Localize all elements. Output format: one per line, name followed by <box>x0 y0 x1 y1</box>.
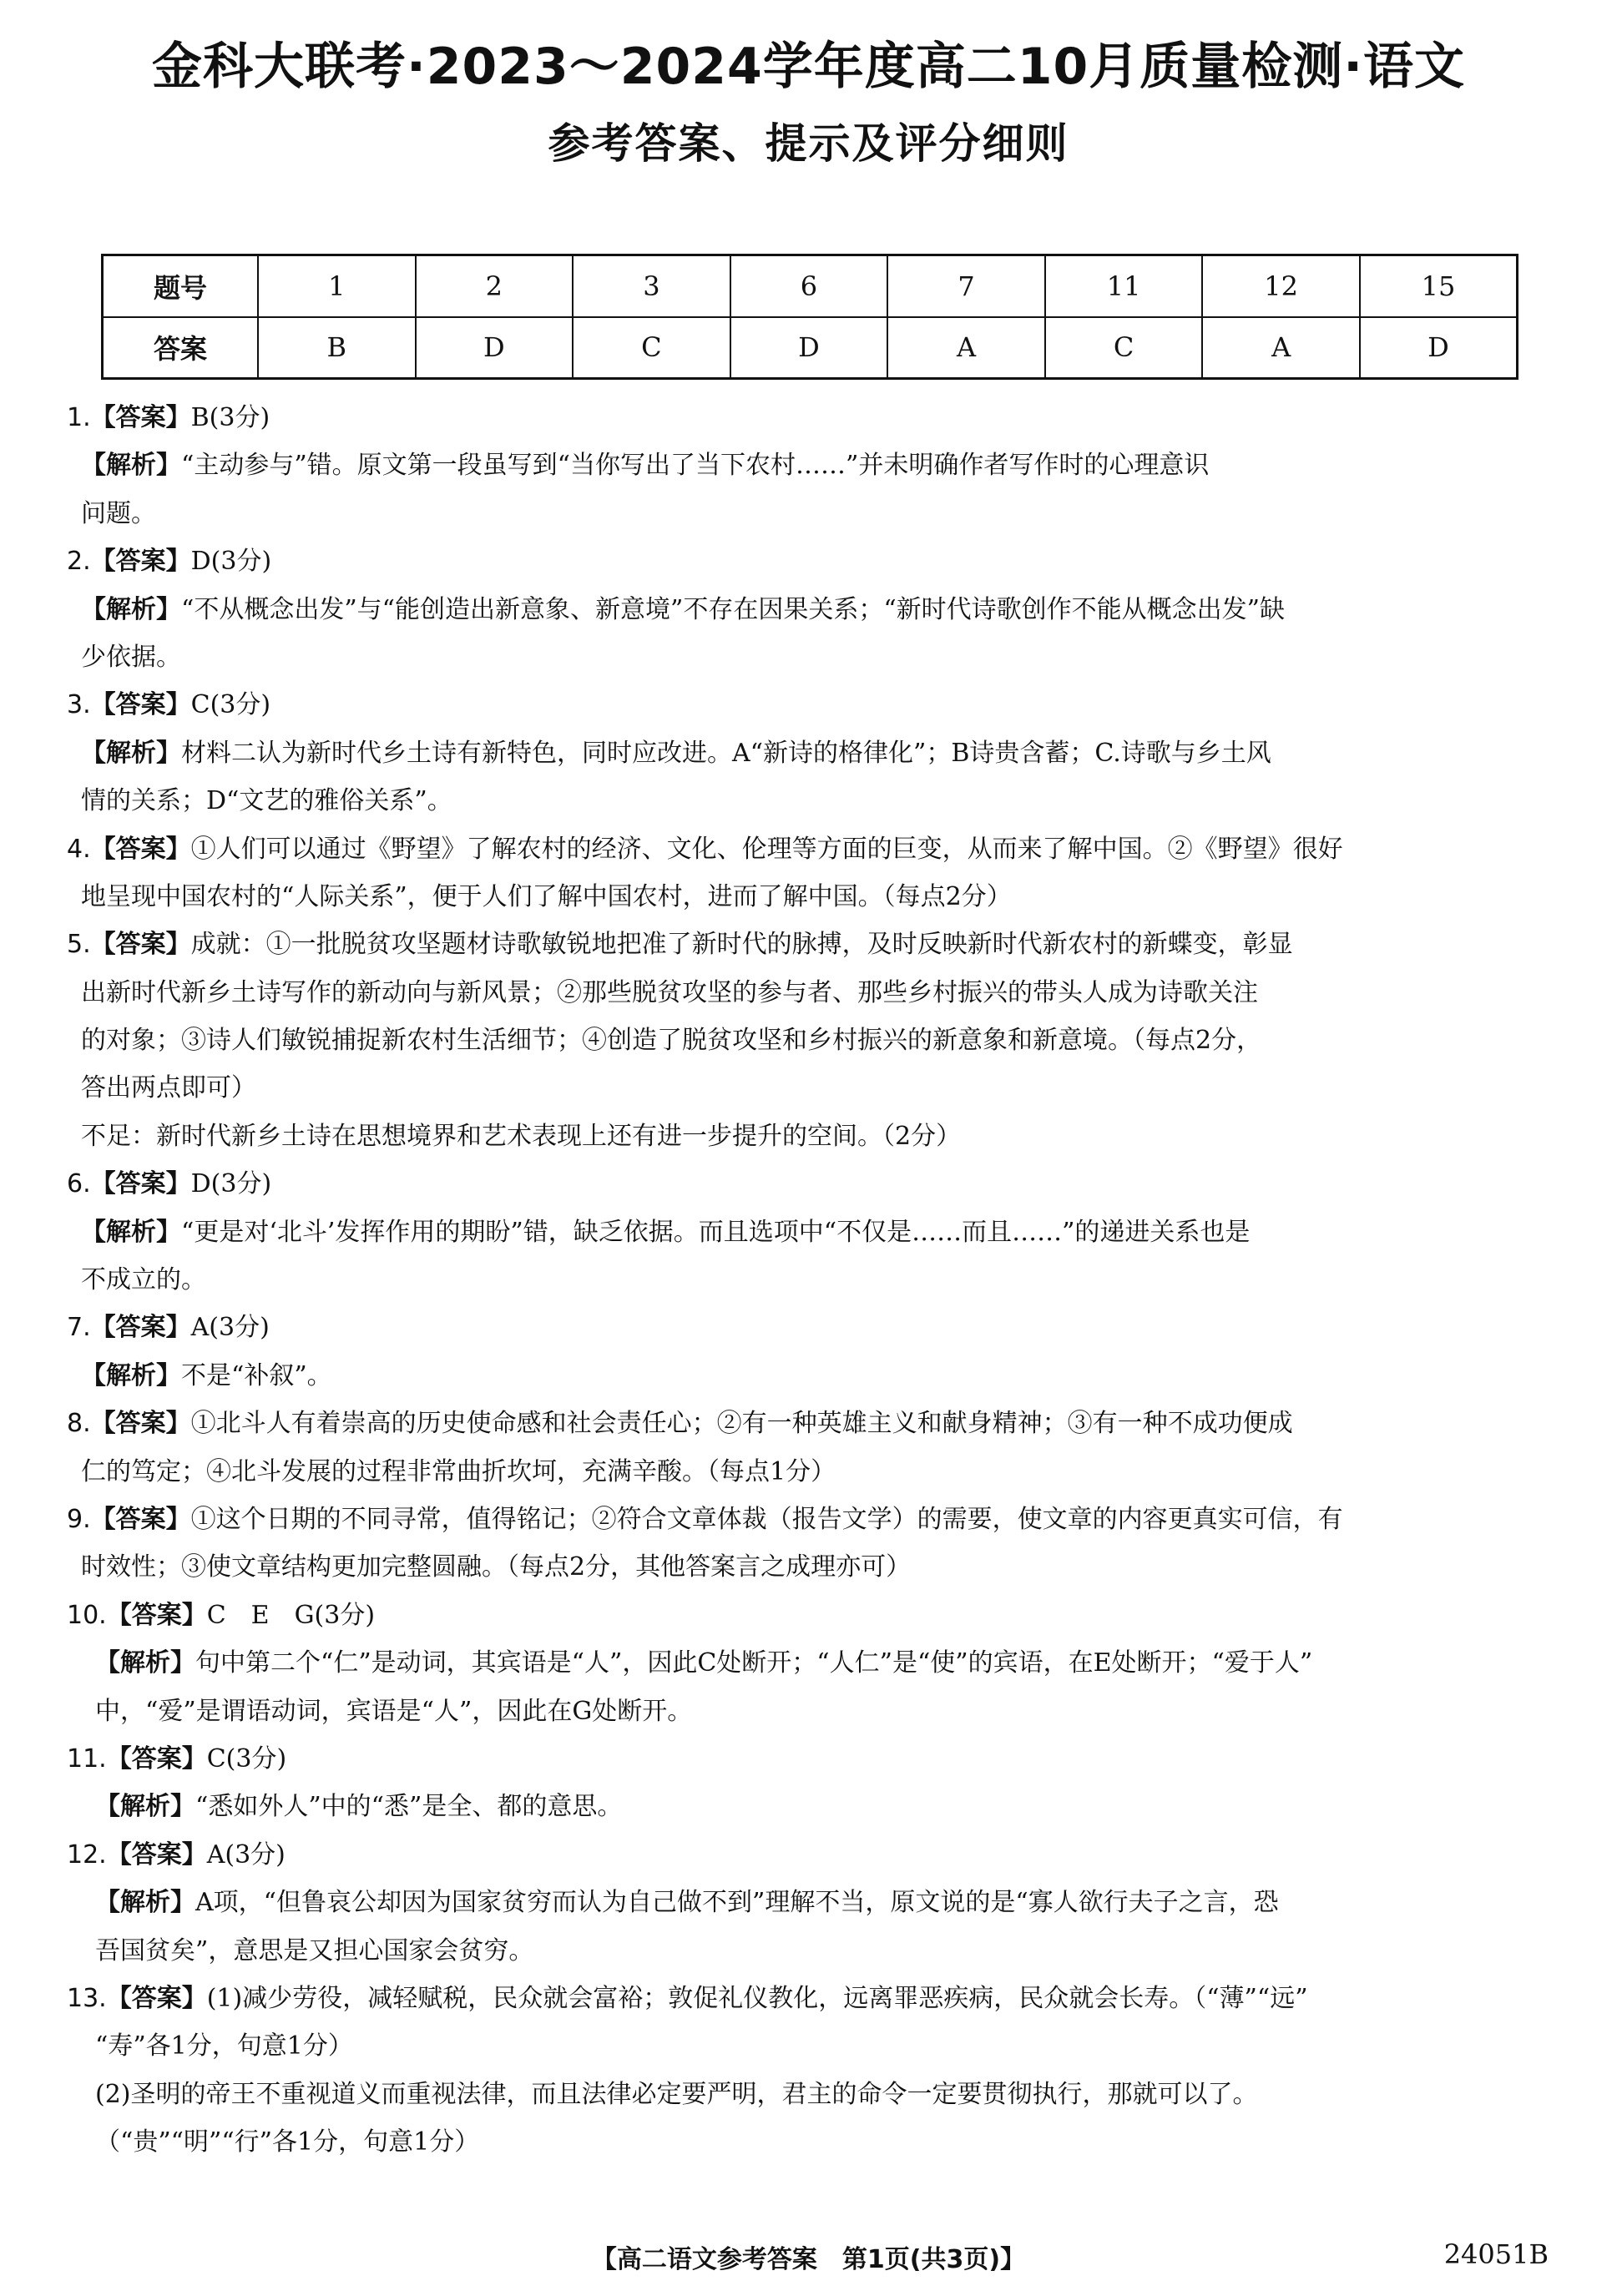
continuation-line: 情的关系；D“文艺的雅俗关系”。 <box>81 786 452 816</box>
answer-tag: 【答案】 <box>90 1313 191 1343</box>
table-cell: D <box>416 317 574 379</box>
item-12-answer <box>0 1831 1617 1879</box>
table-cell: A <box>1202 317 1360 379</box>
answer-text: C E G(3分) <box>206 1600 376 1630</box>
analysis-tag: 【解析】 <box>95 1648 195 1678</box>
answer-text: C(3分) <box>190 690 271 720</box>
table-cell: D <box>1360 317 1518 379</box>
item-number: 9. <box>67 1504 91 1534</box>
analysis-tag: 【解析】 <box>81 738 181 768</box>
table-cell: 11 <box>1045 255 1203 317</box>
item-number: 2. <box>67 547 91 577</box>
answer-text: ①北斗人有着崇高的历史使命感和社会责任心；②有一种英雄主义和献身精神；③有一种不成功便成 <box>190 1409 1293 1439</box>
answer-text: (1)减少劳役，减轻赋税，民众就会富裕；敦促礼仪教化，远离罪恶疾病，民众就会长寿。（“薄”“远” <box>206 1983 1308 2013</box>
item-11-analysis <box>0 1783 1617 1830</box>
item-6-answer <box>0 1160 1617 1208</box>
page-footer: 【高二语文参考答案 第1页(共3页)】 <box>591 2245 1026 2274</box>
item-6-analysis <box>0 1209 1617 1256</box>
table-cell: 1 <box>258 255 416 317</box>
item-number: 5. <box>67 930 91 960</box>
answer-text: ①这个日期的不同寻常，值得铭记；②符合文章体裁（报告文学）的需要，使文章的内容更真实可信，有 <box>190 1504 1343 1534</box>
answer-tag: 【答案】 <box>90 834 191 864</box>
analysis-tag: 【解析】 <box>95 1792 195 1822</box>
item-1-answer <box>0 394 1617 442</box>
answer-tag: 【答案】 <box>90 403 191 432</box>
analysis-text: A项，“但鲁哀公却因为国家贫穷而认为自己做不到”理解不当，原文说的是“寡人欲行夫子之言，恐 <box>195 1888 1279 1918</box>
continuation-line: （“贵”“明”“行”各1分，句意1分） <box>95 2127 480 2157</box>
table-cell: B <box>258 317 416 379</box>
analysis-text: 不是“补叙”。 <box>181 1360 332 1390</box>
continuation-line: 不足：新时代新乡土诗在思想境界和艺术表现上还有进一步提升的空间。（2分） <box>81 1121 962 1151</box>
answer-text: A(3分) <box>190 1313 270 1343</box>
answer-tag: 【答案】 <box>90 1409 191 1439</box>
continuation-line: “寿”各1分，句意1分） <box>95 2031 353 2061</box>
item-7-analysis <box>0 1352 1617 1400</box>
item-12-analysis <box>0 1879 1617 1926</box>
item-number: 13. <box>67 1983 107 2013</box>
table-cell: C <box>573 317 730 379</box>
item-number: 12. <box>67 1839 107 1870</box>
answer-text: D(3分) <box>190 547 272 577</box>
item-number: 10. <box>67 1600 107 1630</box>
page-title: 金科大联考·2023～2024学年度高二10月质量检测·语文 <box>151 38 1466 96</box>
table-cell: C <box>1045 317 1203 379</box>
answer-text: A(3分) <box>206 1839 286 1870</box>
item-3-answer <box>0 681 1617 729</box>
analysis-text: 句中第二个“仁”是动词，其宾语是“人”，因此C处断开；“人仁”是“使”的宾语，在E处断开；“爱于人” <box>195 1648 1313 1678</box>
table-cell: D <box>730 317 888 379</box>
item-1-analysis <box>0 442 1617 489</box>
continuation-line: 少依据。 <box>81 642 181 672</box>
table-cell: A <box>887 317 1045 379</box>
answer-tag: 【答案】 <box>90 930 191 960</box>
continuation-line: 答出两点即可） <box>81 1073 256 1103</box>
page-subtitle: 参考答案、提示及评分细则 <box>548 119 1069 168</box>
continuation-line: 的对象；③诗人们敏锐捕捉新农村生活细节；④创造了脱贫攻坚和乡村振兴的新意象和新意境。（每点2分， <box>81 1026 1262 1056</box>
row-header-number: 题号 <box>103 255 259 317</box>
item-11-answer <box>0 1735 1617 1783</box>
analysis-text: “不从概念出发”与“能创造出新意象、新意境”不存在因果关系；“新时代诗歌创作不能从概念出发”缺 <box>181 594 1286 624</box>
analysis-text: “主动参与”错。原文第一段虽写到“当你写出了当下农村……”并未明确作者写作时的心理意识 <box>181 451 1210 481</box>
table-cell: 3 <box>573 255 730 317</box>
continuation-line: (2)圣明的帝王不重视道义而重视法律，而且法律必定要严明，君主的命令一定要贯彻执行，那就可以了。 <box>95 2079 1258 2109</box>
document-code: 24051B <box>1443 2238 1549 2270</box>
item-number: 7. <box>67 1313 91 1343</box>
continuation-line: 中，“爱”是谓语动词，宾语是“人”，因此在G处断开。 <box>95 1696 693 1726</box>
item-number: 1. <box>67 403 91 432</box>
table-cell: 12 <box>1202 255 1360 317</box>
item-number: 3. <box>67 690 91 720</box>
item-2-analysis <box>0 586 1617 633</box>
table-row-answers <box>103 317 1518 379</box>
analysis-text: “更是对‘北斗’发挥作用的期盼”错，缺乏依据。而且选项中“不仅是……而且……”的递进关系也是 <box>181 1217 1251 1247</box>
item-4-answer <box>0 825 1617 873</box>
continuation-line: 吾国贫矣”，意思是又担心国家会贫穷。 <box>95 1935 534 1965</box>
analysis-tag: 【解析】 <box>81 1360 181 1390</box>
item-2-answer <box>0 537 1617 585</box>
item-number: 11. <box>67 1743 107 1774</box>
table-cell: 7 <box>887 255 1045 317</box>
continuation-line: 仁的笃定；④北斗发展的过程非常曲折坎坷，充满辛酸。（每点1分） <box>81 1456 836 1486</box>
answer-text: 成就：①一批脱贫攻坚题材诗歌敏锐地把准了新时代的脉搏，及时反映新时代新农村的新蝶变，彰显 <box>190 930 1293 960</box>
table-row-numbers <box>103 255 1518 317</box>
item-9-answer <box>0 1496 1617 1543</box>
analysis-text: “悉如外人”中的“悉”是全、都的意思。 <box>195 1792 623 1822</box>
row-header-answer: 答案 <box>103 317 259 379</box>
answer-content <box>0 394 1617 2166</box>
answer-text: D(3分) <box>190 1169 272 1199</box>
analysis-text: 材料二认为新时代乡土诗有新特色，同时应改进。A“新诗的格律化”；B诗贵含蓄；C.诗歌与乡土风 <box>181 738 1271 768</box>
analysis-tag: 【解析】 <box>81 594 181 624</box>
continuation-line: 地呈现中国农村的“人际关系”，便于人们了解中国农村，进而了解中国。（每点2分） <box>81 881 1012 911</box>
analysis-tag: 【解析】 <box>81 451 181 481</box>
continuation-line: 不成立的。 <box>81 1265 206 1295</box>
answer-tag: 【答案】 <box>106 1743 207 1774</box>
answer-table <box>101 254 1518 380</box>
answer-text: ①人们可以通过《野望》了解农村的经济、文化、伦理等方面的巨变，从而来了解中国。②《野望》很好 <box>190 834 1343 864</box>
item-number: 4. <box>67 834 91 864</box>
answer-tag: 【答案】 <box>90 547 191 577</box>
item-8-answer <box>0 1400 1617 1447</box>
item-10-analysis <box>0 1639 1617 1687</box>
answer-tag: 【答案】 <box>106 1600 207 1630</box>
item-number: 6. <box>67 1169 91 1199</box>
table-cell: 2 <box>416 255 574 317</box>
answer-tag: 【答案】 <box>106 1839 207 1870</box>
table-cell: 6 <box>730 255 888 317</box>
item-3-analysis <box>0 729 1617 777</box>
continuation-line: 出新时代新乡土诗写作的新动向与新风景；②那些脱贫攻坚的参与者、那些乡村振兴的带头人成为诗歌关注 <box>81 977 1258 1007</box>
answer-tag: 【答案】 <box>106 1983 207 2013</box>
answer-text: B(3分) <box>190 403 270 432</box>
continuation-line: 时效性；③使文章结构更加完整圆融。（每点2分，其他答案言之成理亦可） <box>81 1552 912 1582</box>
item-number: 8. <box>67 1409 91 1439</box>
item-5-answer <box>0 921 1617 968</box>
answer-text: C(3分) <box>206 1743 287 1774</box>
analysis-tag: 【解析】 <box>95 1888 195 1918</box>
answer-tag: 【答案】 <box>90 1504 191 1534</box>
analysis-tag: 【解析】 <box>81 1217 181 1247</box>
item-13-answer <box>0 1975 1617 2022</box>
item-10-answer <box>0 1592 1617 1639</box>
answer-tag: 【答案】 <box>90 1169 191 1199</box>
item-7-answer <box>0 1304 1617 1351</box>
table-cell: 15 <box>1360 255 1518 317</box>
answer-tag: 【答案】 <box>90 690 191 720</box>
continuation-line: 问题。 <box>81 498 156 528</box>
